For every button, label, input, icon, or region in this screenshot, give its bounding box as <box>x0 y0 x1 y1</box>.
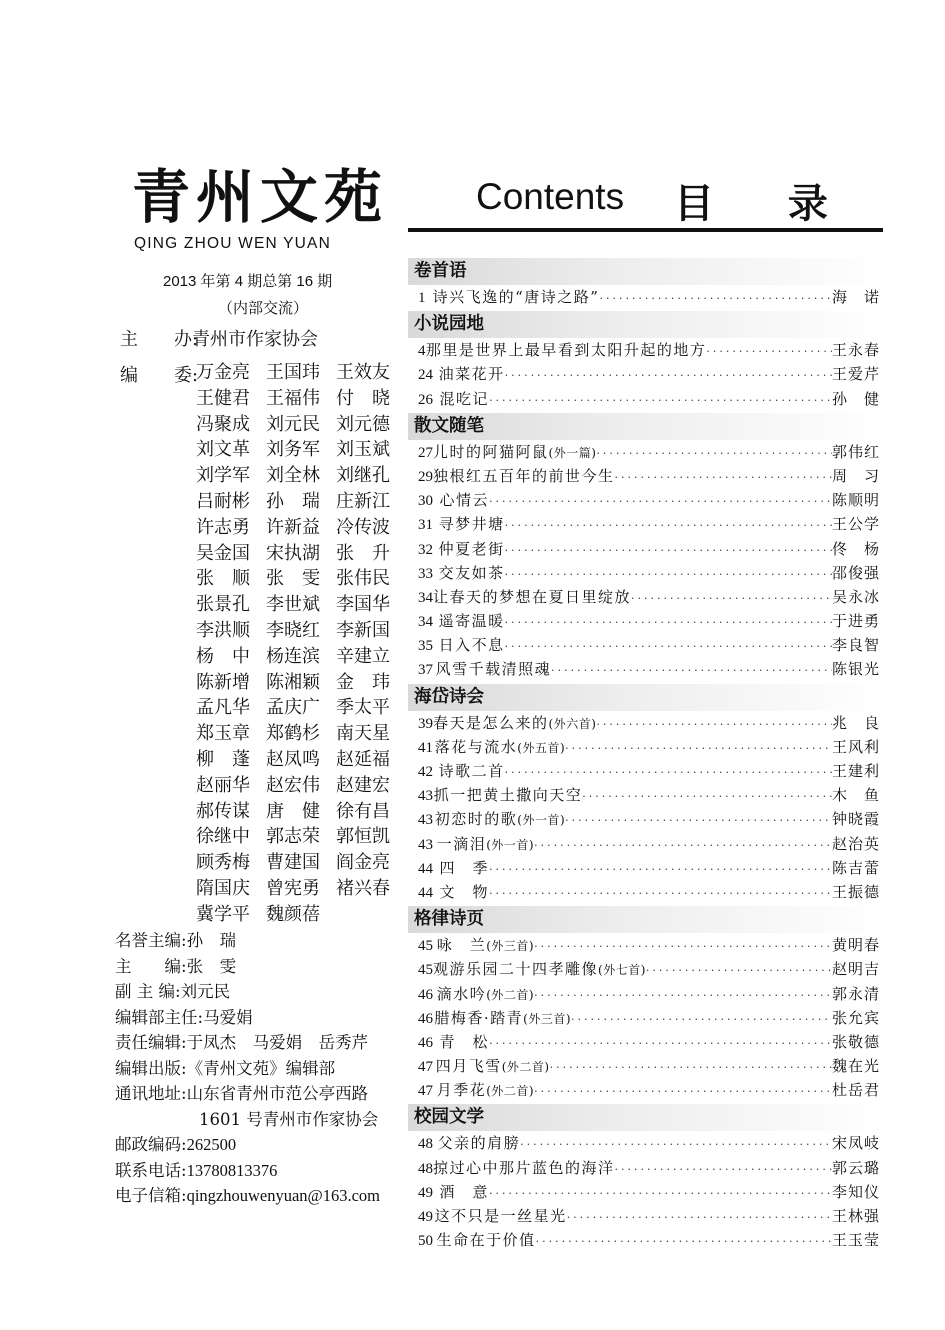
entry-page: 44 <box>418 860 433 877</box>
host-row <box>120 325 318 351</box>
board-member: 付 晓 <box>336 387 390 409</box>
heading-rule <box>408 228 883 232</box>
toc-entry[interactable] <box>408 1156 886 1180</box>
toc-entry[interactable] <box>408 609 886 633</box>
entry-author: 王振德 <box>831 882 880 901</box>
dot-leader <box>534 935 832 959</box>
board-member: 季太平 <box>336 697 390 719</box>
entry-title: 咏 兰 <box>436 936 487 955</box>
dot-leader <box>534 834 832 858</box>
entry-page: 45 <box>418 938 433 955</box>
dot-leader <box>615 466 832 490</box>
entry-title: 滴水吟 <box>436 984 487 1003</box>
entry-author: 赵明吉 <box>831 960 880 979</box>
entry-page: 49 <box>418 1209 433 1225</box>
entry-page: 49 <box>418 1184 433 1201</box>
entry-title: 风雪千载清照魂 <box>435 660 552 679</box>
toc-entry[interactable] <box>408 285 886 309</box>
board-member: 王国玮 <box>266 362 320 383</box>
toc-entry[interactable] <box>408 537 886 561</box>
entry-title: 四 季 <box>439 858 490 877</box>
dot-leader <box>489 490 832 514</box>
dot-leader <box>534 1080 832 1104</box>
board-member: 赵丽华 <box>196 774 250 796</box>
toc-entry[interactable] <box>408 1054 886 1078</box>
entry-title: 初恋时的歌 <box>434 810 518 829</box>
magazine-pinyin: QING ZHOU WEN YUAN <box>134 235 331 252</box>
board-member: 许新益 <box>266 516 320 538</box>
entry-author: 佟 杨 <box>831 539 880 558</box>
entry-page: 39 <box>418 715 433 732</box>
entry-author: 宋凤岐 <box>831 1134 880 1153</box>
board-member: 阎金亮 <box>336 852 390 874</box>
entry-title: 父亲的肩膀 <box>437 1134 521 1153</box>
staff-value: 刘元民 <box>180 982 231 1001</box>
entry-page: 43 <box>418 788 433 805</box>
entry-page: 26 <box>418 391 433 408</box>
mulu-heading: 目 录 <box>674 181 858 227</box>
staff-value: 1601 号青州市作家协会 <box>199 1109 379 1129</box>
board-member: 冷传波 <box>336 516 390 538</box>
toc-entry[interactable] <box>408 711 886 735</box>
staff-row <box>115 1056 415 1082</box>
board-member: 张景孔 <box>196 594 250 616</box>
entry-page: 32 <box>418 541 433 558</box>
entry-page: 35 <box>418 638 433 655</box>
entry-page: 41 <box>418 739 433 756</box>
entry-title: 文 物 <box>439 882 490 901</box>
entry-author: 王风利 <box>831 737 880 756</box>
board-member: 王效友 <box>336 362 390 383</box>
staff-list <box>115 928 415 1209</box>
entry-author: 赵治英 <box>831 834 880 853</box>
entry-title: 这不只是一丝星光 <box>434 1207 567 1225</box>
board-member: 赵建宏 <box>336 774 390 796</box>
host-value: 青州市作家协会 <box>192 329 318 350</box>
entry-author: 郭伟红 <box>831 442 880 461</box>
entry-subtitle: (外五首) <box>517 740 566 755</box>
dot-leader <box>596 442 832 466</box>
dot-leader <box>489 1182 832 1206</box>
dot-leader <box>489 1032 832 1056</box>
entry-title: 让春天的梦想在夏日里绽放 <box>433 587 632 606</box>
board-member: 南天星 <box>336 723 390 745</box>
board-member: 郑鹤杉 <box>266 723 320 745</box>
entry-page: 45 <box>418 962 433 979</box>
staff-row <box>115 1132 415 1158</box>
dot-leader <box>520 1133 832 1157</box>
entry-subtitle: (外一首) <box>486 837 535 852</box>
board-member: 王健君 <box>196 387 250 409</box>
board-member: 曾宪勇 <box>266 877 320 899</box>
entry-subtitle: (外七首) <box>598 963 646 978</box>
entry-author: 王永春 <box>831 341 880 360</box>
board-member: 赵宏伟 <box>266 774 320 796</box>
dot-leader <box>596 713 832 737</box>
staff-label: 通讯地址: <box>115 1084 187 1103</box>
toc-entry[interactable] <box>408 1131 886 1155</box>
board-member: 赵延福 <box>336 748 390 770</box>
board-member: 李世斌 <box>266 594 320 616</box>
dot-leader <box>505 761 832 785</box>
toc-entry[interactable] <box>408 1228 886 1252</box>
section-heading: 小说园地 <box>408 311 886 338</box>
staff-label: 邮政编码: <box>115 1135 187 1154</box>
entry-subtitle: (外二首) <box>501 1060 550 1075</box>
entry-subtitle: (外二首) <box>486 987 535 1002</box>
toc-entry[interactable] <box>408 783 886 807</box>
toc-entry[interactable] <box>408 464 886 488</box>
entry-title: 心情云 <box>439 491 490 510</box>
staff-label: 副 主 编: <box>115 982 181 1001</box>
entry-author: 吴永冰 <box>831 587 880 606</box>
staff-value: 《青州文苑》编辑部 <box>186 1058 336 1078</box>
board-member: 庄新江 <box>336 490 390 512</box>
entry-title: 生命在于价值 <box>436 1231 536 1250</box>
board-member: 李新国 <box>336 619 390 641</box>
toc-entry[interactable] <box>408 880 886 904</box>
staff-row <box>115 954 415 980</box>
board-member: 张 升 <box>336 542 390 564</box>
entry-page: 43 <box>418 836 433 853</box>
board-member: 吕耐彬 <box>196 490 250 512</box>
board-member: 隋国庆 <box>196 877 250 899</box>
toc-entry[interactable] <box>408 585 886 609</box>
board-member: 刘继孔 <box>336 465 390 487</box>
toc-entry[interactable] <box>408 735 886 759</box>
staff-label: 主 编: <box>115 956 187 976</box>
toc-entry[interactable] <box>408 1006 886 1030</box>
dot-leader <box>631 587 832 611</box>
dot-leader <box>505 364 832 388</box>
section-heading: 卷首语 <box>408 258 886 285</box>
staff-label: 编辑出版: <box>115 1058 187 1078</box>
issue-number: 2013 年第 4 期总第 16 期 <box>163 273 333 290</box>
toc-entry[interactable] <box>408 362 886 386</box>
board-member: 徐继中 <box>196 826 250 848</box>
toc-entry[interactable] <box>408 488 886 512</box>
toc-entry[interactable] <box>408 440 886 464</box>
entry-title: 儿时的阿猫阿鼠 <box>433 442 549 461</box>
dot-leader <box>565 809 832 833</box>
entry-author: 黄明春 <box>831 936 880 955</box>
entry-author: 郭云璐 <box>831 1158 880 1177</box>
host-label: 主 办: <box>120 329 199 350</box>
dot-leader <box>505 563 832 587</box>
entry-title: 油菜花开 <box>438 365 505 384</box>
board-member: 刘文革 <box>196 439 250 461</box>
staff-label: 名誉主编: <box>115 931 187 950</box>
entry-title: 交友如茶 <box>438 563 505 582</box>
entry-title: 独根红五百年的前世今生 <box>433 466 615 485</box>
staff-label: 联系电话: <box>115 1160 187 1180</box>
toc-entry[interactable] <box>408 561 886 585</box>
toc-entry[interactable] <box>408 1030 886 1054</box>
entry-author: 张敬德 <box>831 1032 880 1051</box>
entry-page: 34 <box>418 614 433 631</box>
board-member: 李洪顺 <box>196 619 250 641</box>
entry-author: 王爱芹 <box>831 365 880 384</box>
toc-entry[interactable] <box>408 338 886 362</box>
toc-entry[interactable] <box>408 1180 886 1204</box>
entry-title: 抓一把黄土撒向天空 <box>433 786 583 805</box>
entry-page: 34 <box>418 589 433 606</box>
entry-title: 青 松 <box>439 1032 490 1051</box>
entry-author: 李知仪 <box>831 1182 880 1201</box>
board-member: 冀学平 <box>196 903 250 925</box>
toc-entry[interactable] <box>408 832 886 856</box>
toc-entry[interactable] <box>408 633 886 657</box>
staff-label: 编辑部主任: <box>115 1007 204 1027</box>
entry-subtitle: (外六首) <box>548 716 597 731</box>
entry-page: 46 <box>418 1010 433 1027</box>
entry-author: 陈银光 <box>831 660 880 679</box>
staff-label: 责任编辑: <box>115 1033 187 1052</box>
board-member: 赵凤鸣 <box>266 748 320 770</box>
entry-author: 陈吉蕾 <box>831 858 880 877</box>
entry-title: 掠过心中那片蓝色的海洋 <box>433 1158 615 1177</box>
board-member: 王福伟 <box>266 387 320 409</box>
entry-page: 48 <box>418 1160 433 1177</box>
entry-author: 钟晓霞 <box>831 810 880 829</box>
board-member: 郝传谋 <box>196 800 250 822</box>
entry-author: 王玉莹 <box>831 1231 880 1250</box>
staff-value: 13780813376 <box>186 1160 278 1180</box>
staff-row <box>115 1107 415 1133</box>
board-member: 冯聚成 <box>196 413 250 435</box>
toc-entry[interactable] <box>408 657 886 681</box>
board-member: 郭志荣 <box>266 826 320 848</box>
entry-title: 遥寄温暖 <box>438 612 505 631</box>
board-member: 万金亮 <box>196 362 250 383</box>
entry-page: 42 <box>418 764 433 780</box>
entry-title: 一滴泪 <box>436 834 487 853</box>
entry-page: 43 <box>418 812 433 829</box>
dot-leader <box>550 1056 832 1080</box>
toc-entry[interactable] <box>408 856 886 880</box>
staff-row <box>115 1030 415 1056</box>
board-member: 陈新增 <box>196 671 250 693</box>
entry-subtitle: (外一篇) <box>548 445 597 460</box>
dot-leader <box>646 959 832 983</box>
board-member: 张伟民 <box>336 568 390 590</box>
entry-title: 日入不息 <box>438 636 505 655</box>
staff-value: 262500 <box>186 1135 237 1154</box>
entry-author: 张允宾 <box>831 1008 880 1027</box>
board-member: 陈湘颖 <box>266 671 320 693</box>
dot-leader <box>505 514 832 538</box>
toc-entry[interactable] <box>408 933 886 957</box>
entry-title: 落花与流水 <box>434 737 518 756</box>
entry-title: 诗兴飞逸的“唐诗之路” <box>432 288 600 306</box>
section-heading: 海岱诗会 <box>408 684 886 711</box>
board-member: 郑玉章 <box>196 723 250 745</box>
toc-entry[interactable] <box>408 1204 886 1228</box>
board-member: 曹建国 <box>266 852 320 874</box>
section-heading: 校园文学 <box>408 1104 886 1131</box>
board-member: 吴金国 <box>196 542 250 564</box>
internal-note: （内部交流） <box>218 300 309 317</box>
entry-author: 孙 健 <box>831 389 880 408</box>
contents-heading: Contents <box>476 176 625 217</box>
entry-author: 兆 良 <box>831 713 880 732</box>
staff-row <box>115 1158 415 1184</box>
staff-value: 于凤杰 马爱娟 岳秀芹 <box>186 1033 369 1052</box>
board-member: 孙 瑞 <box>266 490 320 512</box>
dot-leader <box>505 611 832 635</box>
dot-leader <box>706 340 832 364</box>
entry-subtitle: (外二首) <box>486 1084 535 1099</box>
board-member: 宋执湖 <box>266 542 320 564</box>
entry-title: 酒 意 <box>439 1182 490 1201</box>
board-member: 刘学军 <box>196 465 250 487</box>
entry-page: 27 <box>418 444 433 461</box>
entry-page: 48 <box>418 1136 433 1153</box>
board-member: 刘元德 <box>336 413 390 435</box>
dot-leader <box>599 287 832 311</box>
entry-page: 47 <box>418 1059 433 1076</box>
entry-title: 腊梅香·踏青 <box>434 1008 524 1027</box>
board-label: 编 委: <box>120 365 199 386</box>
toc-entry[interactable] <box>408 1078 886 1102</box>
table-of-contents <box>408 256 886 1252</box>
board-member: 唐 健 <box>266 800 320 822</box>
toc-entry[interactable] <box>408 982 886 1006</box>
entry-page: 46 <box>418 986 433 1003</box>
staff-row <box>115 1081 415 1107</box>
dot-leader <box>567 1206 832 1230</box>
board-member: 张 雯 <box>266 568 320 590</box>
entry-page: 50 <box>418 1233 433 1250</box>
entry-author: 陈顺明 <box>831 491 880 510</box>
entry-page: 1 <box>418 290 426 306</box>
entry-page: 37 <box>418 662 433 679</box>
entry-page: 24 <box>418 367 433 384</box>
editorial-board-list <box>196 358 416 926</box>
dot-leader <box>615 1158 832 1182</box>
staff-value: 张 雯 <box>186 956 237 976</box>
entry-page: 29 <box>418 468 433 485</box>
dot-leader <box>489 858 832 882</box>
staff-row <box>115 1183 415 1209</box>
entry-author: 王建利 <box>831 762 880 780</box>
board-member: 张 顺 <box>196 568 250 590</box>
entry-author: 王林强 <box>831 1207 880 1225</box>
toc-entry[interactable] <box>408 759 886 783</box>
entry-author: 于进勇 <box>831 612 880 631</box>
magazine-title: 青州文苑 <box>132 163 389 231</box>
dot-leader <box>536 1230 832 1254</box>
board-member: 褚兴春 <box>336 877 390 899</box>
entry-title: 仲夏老街 <box>438 539 505 558</box>
section-heading: 散文随笔 <box>408 413 886 440</box>
staff-value: 孙 瑞 <box>186 931 237 950</box>
dot-leader <box>489 882 832 906</box>
entry-subtitle: (外三首) <box>486 939 535 954</box>
entry-page: 33 <box>418 565 433 582</box>
entry-subtitle: (外一首) <box>517 813 566 828</box>
dot-leader <box>551 659 832 683</box>
entry-author: 海 诺 <box>831 288 880 306</box>
board-member: 刘务军 <box>266 439 320 461</box>
board-member: 顾秀梅 <box>196 852 250 874</box>
dot-leader <box>571 1008 832 1032</box>
entry-title: 混吃记 <box>439 389 490 408</box>
dot-leader <box>489 389 832 413</box>
board-member: 辛建立 <box>336 645 390 667</box>
staff-row <box>115 979 415 1005</box>
entry-author: 杜岳君 <box>831 1081 880 1100</box>
board-member: 杨连滨 <box>266 645 320 667</box>
entry-page: 31 <box>418 517 433 534</box>
entry-title: 诗歌二首 <box>438 762 505 780</box>
dot-leader <box>534 984 832 1008</box>
toc-entry[interactable] <box>408 512 886 536</box>
toc-entry[interactable] <box>408 387 886 411</box>
board-member: 杨 中 <box>196 645 250 667</box>
board-member: 魏颜蓓 <box>266 903 320 925</box>
entry-title: 观游乐园二十四孝雕像 <box>433 960 599 979</box>
toc-entry[interactable] <box>408 807 886 831</box>
staff-label: 电子信箱: <box>115 1186 187 1205</box>
staff-value: 马爱娟 <box>203 1007 253 1027</box>
staff-row <box>115 1005 415 1031</box>
board-member: 李晓红 <box>266 619 320 641</box>
dot-leader <box>582 785 832 809</box>
board-member: 李国华 <box>336 594 390 616</box>
entry-author: 郭永清 <box>831 984 880 1003</box>
board-member: 孟庆广 <box>266 697 320 719</box>
toc-entry[interactable] <box>408 957 886 981</box>
board-member: 许志勇 <box>196 516 250 538</box>
dot-leader <box>505 539 832 563</box>
board-member: 郭恒凯 <box>336 826 390 848</box>
entry-author: 魏在光 <box>831 1057 880 1076</box>
entry-page: 4 <box>418 343 426 360</box>
entry-page: 47 <box>418 1083 433 1100</box>
entry-page: 44 <box>418 884 433 901</box>
section-heading: 格律诗页 <box>408 906 886 933</box>
board-member: 柳 蓬 <box>196 748 250 770</box>
entry-title: 那里是世界上最早看到太阳升起的地方 <box>425 341 707 360</box>
entry-title: 月季花 <box>436 1081 487 1100</box>
board-member: 徐有昌 <box>336 800 390 822</box>
entry-author: 木 鱼 <box>831 786 880 805</box>
entry-page: 46 <box>418 1034 433 1051</box>
dot-leader <box>505 635 832 659</box>
staff-value: 山东省青州市范公亭西路 <box>186 1084 369 1103</box>
board-member: 金 玮 <box>336 671 390 693</box>
board-member: 刘玉斌 <box>336 439 390 461</box>
entry-title: 春天是怎么来的 <box>433 713 549 732</box>
staff-row <box>115 928 415 954</box>
entry-page: 30 <box>418 493 433 510</box>
entry-subtitle: (外三首) <box>523 1011 572 1026</box>
entry-author: 邵俊强 <box>831 563 880 582</box>
entry-author: 李良智 <box>831 636 880 655</box>
entry-title: 四月飞雪 <box>435 1057 502 1076</box>
board-member: 刘元民 <box>266 413 320 435</box>
staff-value[interactable]: qingzhouwenyuan@163.com <box>186 1186 381 1205</box>
entry-title: 寻梦井塘 <box>438 515 505 534</box>
dot-leader <box>565 737 832 761</box>
entry-author: 王公学 <box>831 515 880 534</box>
board-member: 孟凡华 <box>196 697 250 719</box>
board-member: 刘全林 <box>266 465 320 487</box>
entry-author: 周 习 <box>831 466 880 485</box>
